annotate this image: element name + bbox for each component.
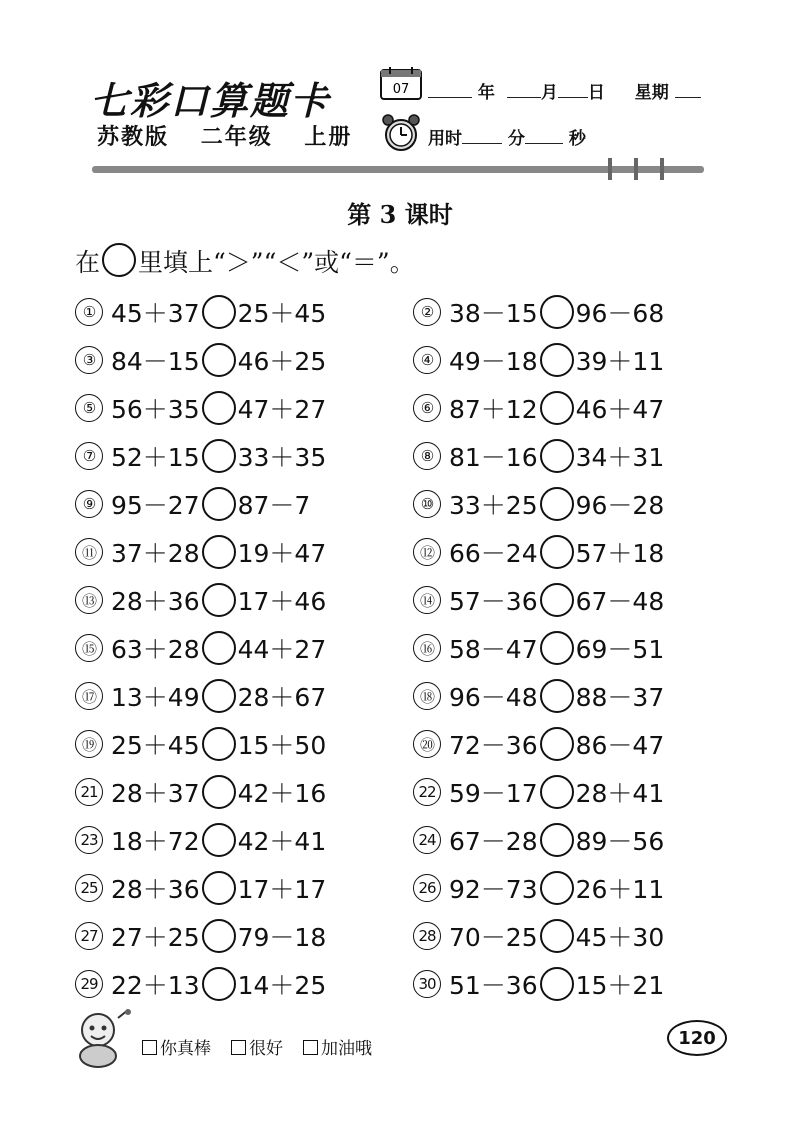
right-expression: 15＋21 (575, 971, 665, 1000)
problem-row (75, 528, 715, 576)
problem-row (75, 576, 715, 624)
problem-number: ⑳ (413, 730, 441, 758)
left-expression: 28＋37 (111, 779, 200, 808)
problem-item (413, 672, 713, 720)
left-expression: 28＋36 (111, 875, 200, 904)
left-expression: 66－24 (449, 539, 538, 568)
problem-item (75, 432, 413, 480)
left-expression: 58－47 (449, 635, 538, 664)
answer-circle[interactable] (202, 391, 236, 425)
problem-item (75, 384, 413, 432)
problem-row (75, 912, 715, 960)
answer-circle[interactable] (540, 679, 574, 713)
problem-number: 27 (75, 922, 103, 950)
right-expression: 46＋25 (237, 347, 327, 376)
rating-option[interactable] (303, 1034, 372, 1059)
problem-item (413, 288, 713, 336)
answer-circle[interactable] (202, 343, 236, 377)
problem-number: ⑩ (413, 490, 441, 518)
problem-number: ⑱ (413, 682, 441, 710)
weekday-label: 星期 (634, 83, 669, 103)
problem-item (413, 624, 713, 672)
answer-circle[interactable] (540, 871, 574, 905)
problem-number: ⑦ (75, 442, 103, 470)
right-expression: 46＋47 (575, 395, 665, 424)
time-used-label: 用时 (428, 129, 462, 149)
date-fields (428, 78, 701, 103)
pin-icon (634, 158, 638, 180)
right-expression: 19＋47 (237, 539, 327, 568)
answer-circle[interactable] (202, 871, 236, 905)
right-expression: 79－18 (237, 923, 327, 952)
answer-circle[interactable] (540, 583, 574, 617)
problem-row (75, 336, 715, 384)
problem-number: ⑲ (75, 730, 103, 758)
left-expression: 95－27 (111, 491, 200, 520)
answer-circle[interactable] (540, 919, 574, 953)
brand-title: 七彩口算题卡 (90, 78, 331, 123)
answer-circle[interactable] (202, 919, 236, 953)
page-number: 120 (667, 1020, 727, 1056)
left-expression: 96－48 (449, 683, 538, 712)
problem-row (75, 768, 715, 816)
left-expression: 49－18 (449, 347, 538, 376)
instruction-prefix: 在 (75, 248, 101, 277)
lesson-title: 第 3 课时 (347, 200, 453, 229)
answer-circle[interactable] (540, 823, 574, 857)
problem-number: ⑯ (413, 634, 441, 662)
problem-item (75, 720, 413, 768)
rating-label: 加油哦 (321, 1039, 372, 1059)
problem-item (413, 480, 713, 528)
answer-circle[interactable] (540, 391, 574, 425)
answer-circle[interactable] (540, 439, 574, 473)
answer-circle[interactable] (540, 535, 574, 569)
left-expression: 37＋28 (111, 539, 200, 568)
problem-item (75, 768, 413, 816)
edition-info (97, 120, 374, 151)
left-expression: 84－15 (111, 347, 200, 376)
problem-row (75, 480, 715, 528)
left-expression: 51－36 (449, 971, 538, 1000)
problem-item (75, 624, 413, 672)
header-divider (92, 166, 704, 173)
problem-number: ⑥ (413, 394, 441, 422)
problem-number: 29 (75, 970, 103, 998)
problem-number: 22 (413, 778, 441, 806)
right-expression: 15＋50 (237, 731, 327, 760)
right-expression: 26＋11 (575, 875, 665, 904)
right-expression: 67－48 (575, 587, 665, 616)
calendar-icon (380, 66, 422, 100)
right-expression: 47＋27 (237, 395, 327, 424)
left-expression: 70－25 (449, 923, 538, 952)
answer-circle[interactable] (202, 583, 236, 617)
problem-row (75, 672, 715, 720)
right-expression: 17＋46 (237, 587, 327, 616)
year-label: 年 (477, 83, 495, 103)
problem-number: ⑤ (75, 394, 103, 422)
right-expression: 42＋16 (237, 779, 327, 808)
self-rating (142, 1034, 372, 1059)
right-expression: 87－7 (237, 491, 311, 520)
right-expression: 86－47 (575, 731, 665, 760)
problem-item (413, 576, 713, 624)
problem-number: ⑧ (413, 442, 441, 470)
problem-item (75, 336, 413, 384)
problem-number: ① (75, 298, 103, 326)
problem-item (75, 864, 413, 912)
left-expression: 57－36 (449, 587, 538, 616)
problem-item (75, 912, 413, 960)
answer-circle[interactable] (202, 727, 236, 761)
left-expression: 45＋37 (111, 299, 200, 328)
day-blank[interactable] (558, 83, 588, 98)
rating-label: 你真棒 (160, 1039, 211, 1059)
problem-item (75, 816, 413, 864)
answer-circle[interactable] (202, 967, 236, 1001)
problem-number: 21 (75, 778, 103, 806)
problem-row (75, 720, 715, 768)
problem-number: 30 (413, 970, 441, 998)
edition-publisher: 苏教版 (97, 125, 170, 150)
edition-volume: 上册 (304, 125, 353, 150)
right-expression: 17＋17 (237, 875, 327, 904)
answer-circle[interactable] (202, 631, 236, 665)
problem-row (75, 384, 715, 432)
problem-number: ⑬ (75, 586, 103, 614)
problem-item (75, 672, 413, 720)
answer-circle[interactable] (540, 343, 574, 377)
problem-number: ⑮ (75, 634, 103, 662)
right-expression: 33＋35 (237, 443, 327, 472)
answer-circle[interactable] (540, 487, 574, 521)
answer-circle[interactable] (202, 823, 236, 857)
problem-number: 23 (75, 826, 103, 854)
problem-item (413, 528, 713, 576)
problem-number: ⑪ (75, 538, 103, 566)
problem-row (75, 624, 715, 672)
problem-row (75, 816, 715, 864)
problem-item (413, 384, 713, 432)
checkbox-icon[interactable] (303, 1040, 318, 1055)
answer-circle[interactable] (202, 487, 236, 521)
circle-icon (102, 243, 136, 277)
month-blank[interactable] (507, 83, 541, 98)
alarm-clock-icon (380, 112, 422, 154)
cartoon-mascot-icon (68, 1008, 134, 1068)
pin-icon (660, 158, 664, 180)
month-label: 月 (540, 83, 558, 103)
answer-circle[interactable] (540, 967, 574, 1001)
problem-number: ③ (75, 346, 103, 374)
problem-row (75, 288, 715, 336)
calendar-day: 07 (392, 82, 410, 97)
problem-list (75, 288, 715, 1008)
right-expression: 88－37 (575, 683, 665, 712)
minute-blank[interactable] (462, 129, 502, 144)
problem-row (75, 864, 715, 912)
left-expression: 13＋49 (111, 683, 200, 712)
instruction-suffix: 里填上“＞”“＜”或“＝”。 (138, 248, 415, 277)
left-expression: 52＋15 (111, 443, 200, 472)
left-expression: 28＋36 (111, 587, 200, 616)
rating-option[interactable] (231, 1034, 283, 1059)
right-expression: 34＋31 (575, 443, 665, 472)
answer-circle[interactable] (202, 679, 236, 713)
second-label: 秒 (568, 129, 586, 149)
left-expression: 87＋12 (449, 395, 538, 424)
left-expression: 22＋13 (111, 971, 200, 1000)
problem-item (413, 720, 713, 768)
instruction (75, 243, 415, 279)
problem-number: ② (413, 298, 441, 326)
right-expression: 57＋18 (575, 539, 665, 568)
checkbox-icon[interactable] (231, 1040, 246, 1055)
problem-item (413, 960, 713, 1008)
right-expression: 44＋27 (237, 635, 327, 664)
left-expression: 92－73 (449, 875, 538, 904)
answer-circle[interactable] (202, 439, 236, 473)
answer-circle[interactable] (202, 535, 236, 569)
right-expression: 14＋25 (237, 971, 327, 1000)
right-expression: 96－28 (575, 491, 665, 520)
day-label: 日 (587, 83, 605, 103)
problem-item (75, 480, 413, 528)
right-expression: 28＋41 (575, 779, 665, 808)
problem-number: 28 (413, 922, 441, 950)
problem-item (413, 912, 713, 960)
left-expression: 38－15 (449, 299, 538, 328)
time-fields (428, 124, 586, 149)
left-expression: 18＋72 (111, 827, 200, 856)
pin-icon (608, 158, 612, 180)
left-expression: 59－17 (449, 779, 538, 808)
problem-item (413, 864, 713, 912)
year-blank[interactable] (428, 83, 472, 98)
left-expression: 25＋45 (111, 731, 200, 760)
minute-label: 分 (507, 129, 525, 149)
right-expression: 45＋30 (575, 923, 665, 952)
edition-grade: 二年级 (200, 125, 273, 150)
problem-item (413, 432, 713, 480)
right-expression: 39＋11 (575, 347, 665, 376)
left-expression: 81－16 (449, 443, 538, 472)
left-expression: 72－36 (449, 731, 538, 760)
left-expression: 27＋25 (111, 923, 200, 952)
problem-item (75, 528, 413, 576)
answer-circle[interactable] (540, 631, 574, 665)
right-expression: 25＋45 (237, 299, 327, 328)
problem-row (75, 960, 715, 1008)
answer-circle[interactable] (540, 775, 574, 809)
right-expression: 69－51 (575, 635, 665, 664)
problem-number: ⑨ (75, 490, 103, 518)
problem-number: 26 (413, 874, 441, 902)
problem-number: 25 (75, 874, 103, 902)
problem-item (413, 816, 713, 864)
weekday-blank[interactable] (675, 83, 701, 98)
left-expression: 33＋25 (449, 491, 538, 520)
problem-number: ⑫ (413, 538, 441, 566)
rating-option[interactable] (142, 1034, 211, 1059)
problem-number: ④ (413, 346, 441, 374)
checkbox-icon[interactable] (142, 1040, 157, 1055)
answer-circle[interactable] (540, 295, 574, 329)
left-expression: 63＋28 (111, 635, 200, 664)
problem-item (413, 768, 713, 816)
problem-item (75, 576, 413, 624)
second-blank[interactable] (525, 129, 563, 144)
right-expression: 42＋41 (237, 827, 327, 856)
answer-circle[interactable] (540, 727, 574, 761)
answer-circle[interactable] (202, 775, 236, 809)
problem-number: ⑰ (75, 682, 103, 710)
answer-circle[interactable] (202, 295, 236, 329)
problem-item (75, 288, 413, 336)
left-expression: 56＋35 (111, 395, 200, 424)
right-expression: 89－56 (575, 827, 665, 856)
problem-item (413, 336, 713, 384)
problem-item (75, 960, 413, 1008)
left-expression: 67－28 (449, 827, 538, 856)
problem-number: 24 (413, 826, 441, 854)
rating-label: 很好 (249, 1039, 283, 1059)
problem-number: ⑭ (413, 586, 441, 614)
right-expression: 96－68 (575, 299, 665, 328)
problem-row (75, 432, 715, 480)
right-expression: 28＋67 (237, 683, 327, 712)
